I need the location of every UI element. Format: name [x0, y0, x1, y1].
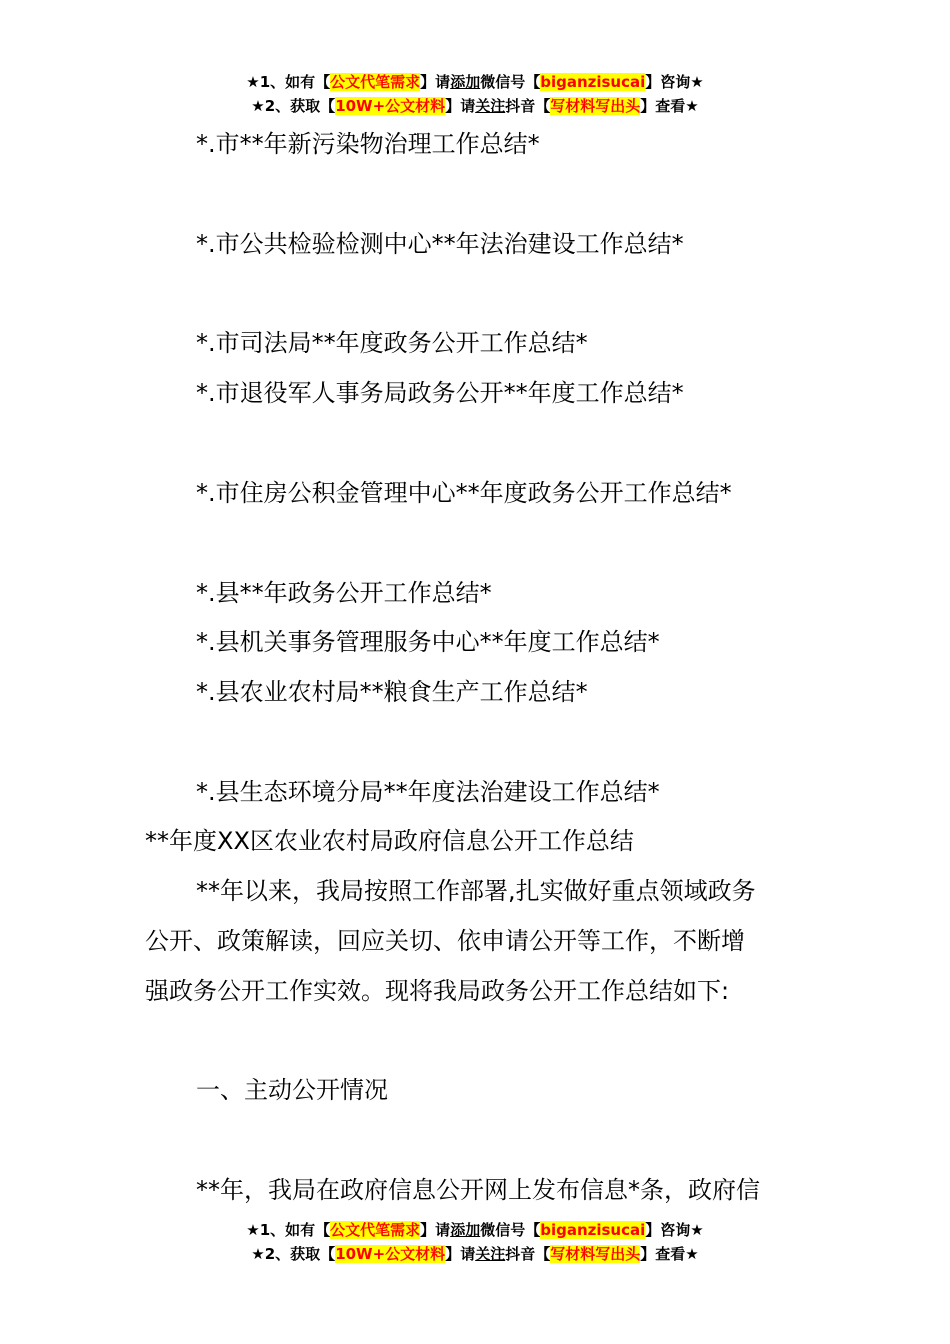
highlight-douyin: 写材料写出头	[550, 97, 641, 115]
highlight-service: 公文代笔需求	[330, 1221, 421, 1239]
highlight-materials: 10W+公文材料	[335, 97, 446, 115]
toc-item: *.县机关事务管理服务中心**年度工作总结*	[196, 628, 660, 656]
highlight-materials: 10W+公文材料	[335, 1245, 446, 1263]
bottom-banner	[0, 1218, 950, 1266]
section-heading: 一、主动公开情况	[196, 1076, 388, 1104]
document-title: **年度XX区农业农村局政府信息公开工作总结	[145, 827, 634, 855]
toc-item: *.县农业农村局**粮食生产工作总结*	[196, 678, 588, 706]
toc-item: *.市**年新污染物治理工作总结*	[196, 130, 540, 158]
highlight-wechat-id: biganzisucai	[540, 73, 646, 91]
toc-item: *.市公共检验检测中心**年法治建设工作总结*	[196, 230, 684, 258]
banner-line-2: ★2、获取【10W+公文材料】请关注抖音【写材料写出头】查看★	[251, 97, 699, 115]
banner-line-1: ★1、如有【公文代笔需求】请添加微信号【biganzisucai】咨询★	[246, 1221, 704, 1239]
toc-item: *.县**年政务公开工作总结*	[196, 579, 492, 607]
paragraph-line: 公开、政策解读，回应关切、依申请公开等工作，不断增	[145, 927, 745, 955]
toc-item: *.县生态环境分局**年度法治建设工作总结*	[196, 778, 660, 806]
highlight-douyin: 写材料写出头	[550, 1245, 641, 1263]
paragraph-line: 强政务公开工作实效。现将我局政务公开工作总结如下:	[145, 977, 730, 1005]
toc-item: *.市司法局**年度政务公开工作总结*	[196, 329, 588, 357]
banner-line-1: ★1、如有【公文代笔需求】请添加微信号【biganzisucai】咨询★	[246, 73, 704, 91]
paragraph-line: **年以来，我局按照工作部署,扎实做好重点领域政务	[196, 877, 756, 905]
toc-item: *.市退役军人事务局政务公开**年度工作总结*	[196, 379, 684, 407]
top-banner	[0, 70, 950, 118]
toc-item: *.市住房公积金管理中心**年度政务公开工作总结*	[196, 479, 732, 507]
highlight-wechat-id: biganzisucai	[540, 1221, 646, 1239]
highlight-service: 公文代笔需求	[330, 73, 421, 91]
banner-line-2: ★2、获取【10W+公文材料】请关注抖音【写材料写出头】查看★	[251, 1245, 699, 1263]
paragraph-line: **年，我局在政府信息公开网上发布信息*条，政府信	[196, 1176, 760, 1204]
